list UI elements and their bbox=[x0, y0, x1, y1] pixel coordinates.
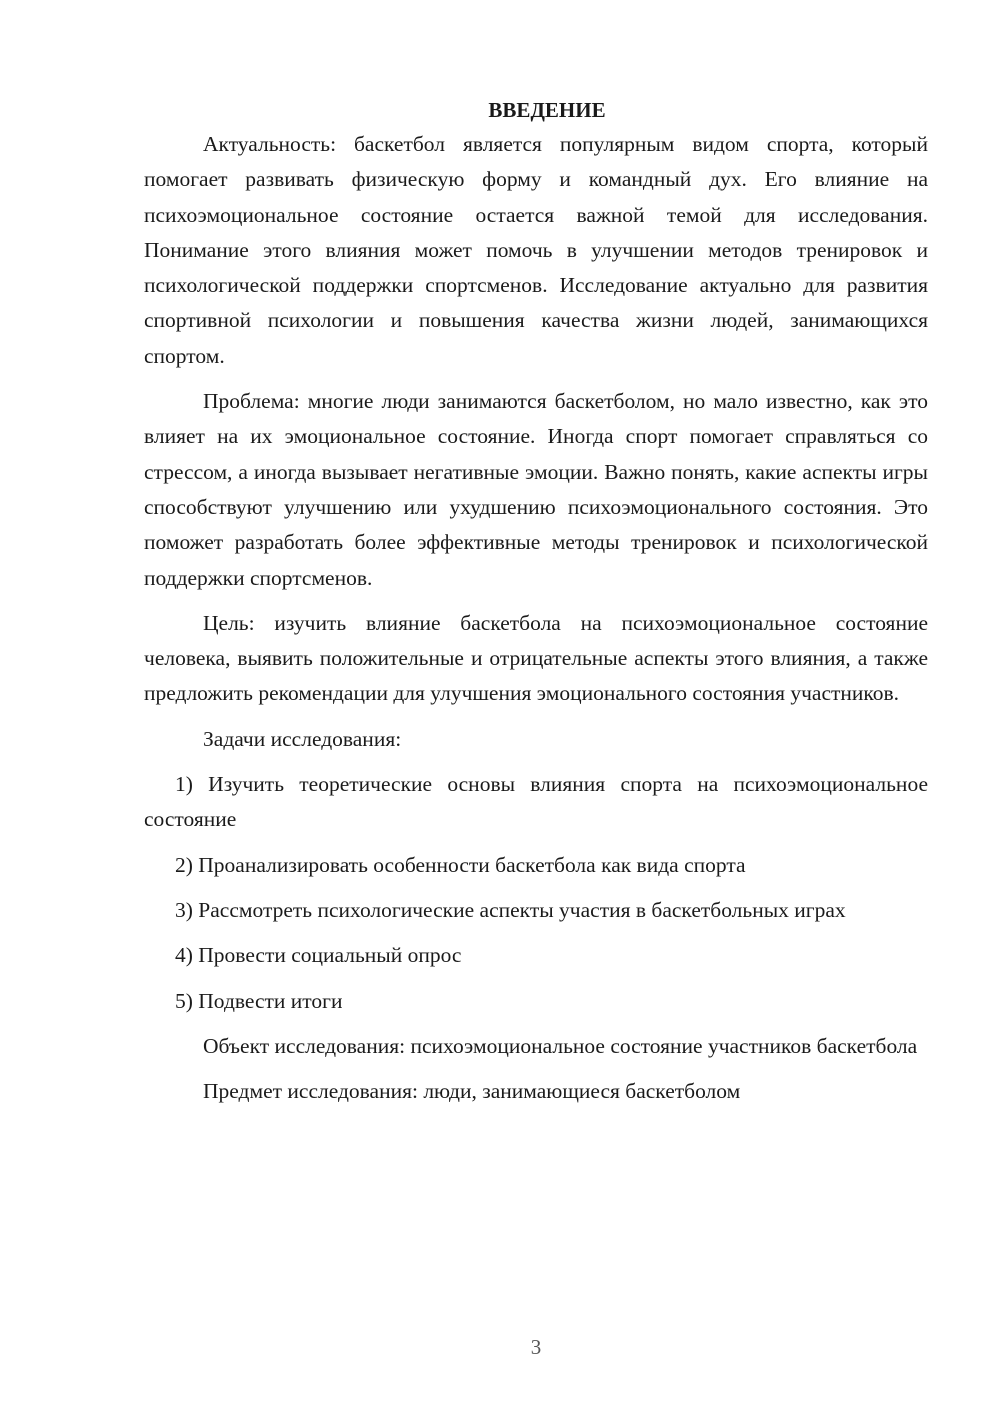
task-item-5: 5) Подвести итоги bbox=[175, 988, 343, 1013]
goal-paragraph: Цель: изучить влияние баскетбола на психоэмоциональное состояние человека, выявить положительные и отрицательные аспекты этого влияния, а также предложить рекомендации для улучшения эмоционального состояния участников. bbox=[144, 610, 928, 706]
page-number: 3 bbox=[530, 1335, 542, 1359]
problem-paragraph: Проблема: многие люди занимаются баскетболом, но мало известно, как это влияет на их эмоциональное состояние. Иногда спорт помогает справляться со стрессом, а иногда вызывает негативные эмоции. Важно понять, какие аспекты игры способствуют улучшению или ухудшению психоэмоционального состояния. Это поможет разработать более эффективные методы тренировок и психологической поддержки спортсменов. bbox=[144, 389, 928, 590]
task-item-2: 2) Проанализировать особенности баскетбола как вида спорта bbox=[175, 852, 746, 877]
document-page bbox=[144, 95, 928, 1119]
section-heading: ВВЕДЕНИЕ bbox=[488, 98, 606, 122]
task-item-3: 3) Рассмотреть психологические аспекты участия в баскетбольных играх bbox=[175, 897, 846, 922]
research-object-paragraph: Объект исследования: психоэмоциональное состояние участников баскетбола bbox=[203, 1033, 918, 1058]
task-item-4: 4) Провести социальный опрос bbox=[175, 943, 462, 968]
tasks-heading: Задачи исследования: bbox=[203, 726, 402, 751]
task-item-1: 1) Изучить теоретические основы влияния спорта на психоэмоциональное состояние bbox=[144, 772, 928, 832]
relevance-paragraph: Актуальность: баскетбол является популярным видом спорта, который помогает развивать физическую форму и командный дух. Его влияние на психоэмоциональное состояние остается важной темой для исследования. Понимание этого влияния может помочь в улучшении методов тренировок и психологической поддержки спортсменов. Исследование актуально для развития спортивной психологии и повышения качества жизни людей, занимающихся спортом. bbox=[144, 132, 928, 368]
research-subject-paragraph: Предмет исследования: люди, занимающиеся баскетболом bbox=[203, 1079, 741, 1104]
